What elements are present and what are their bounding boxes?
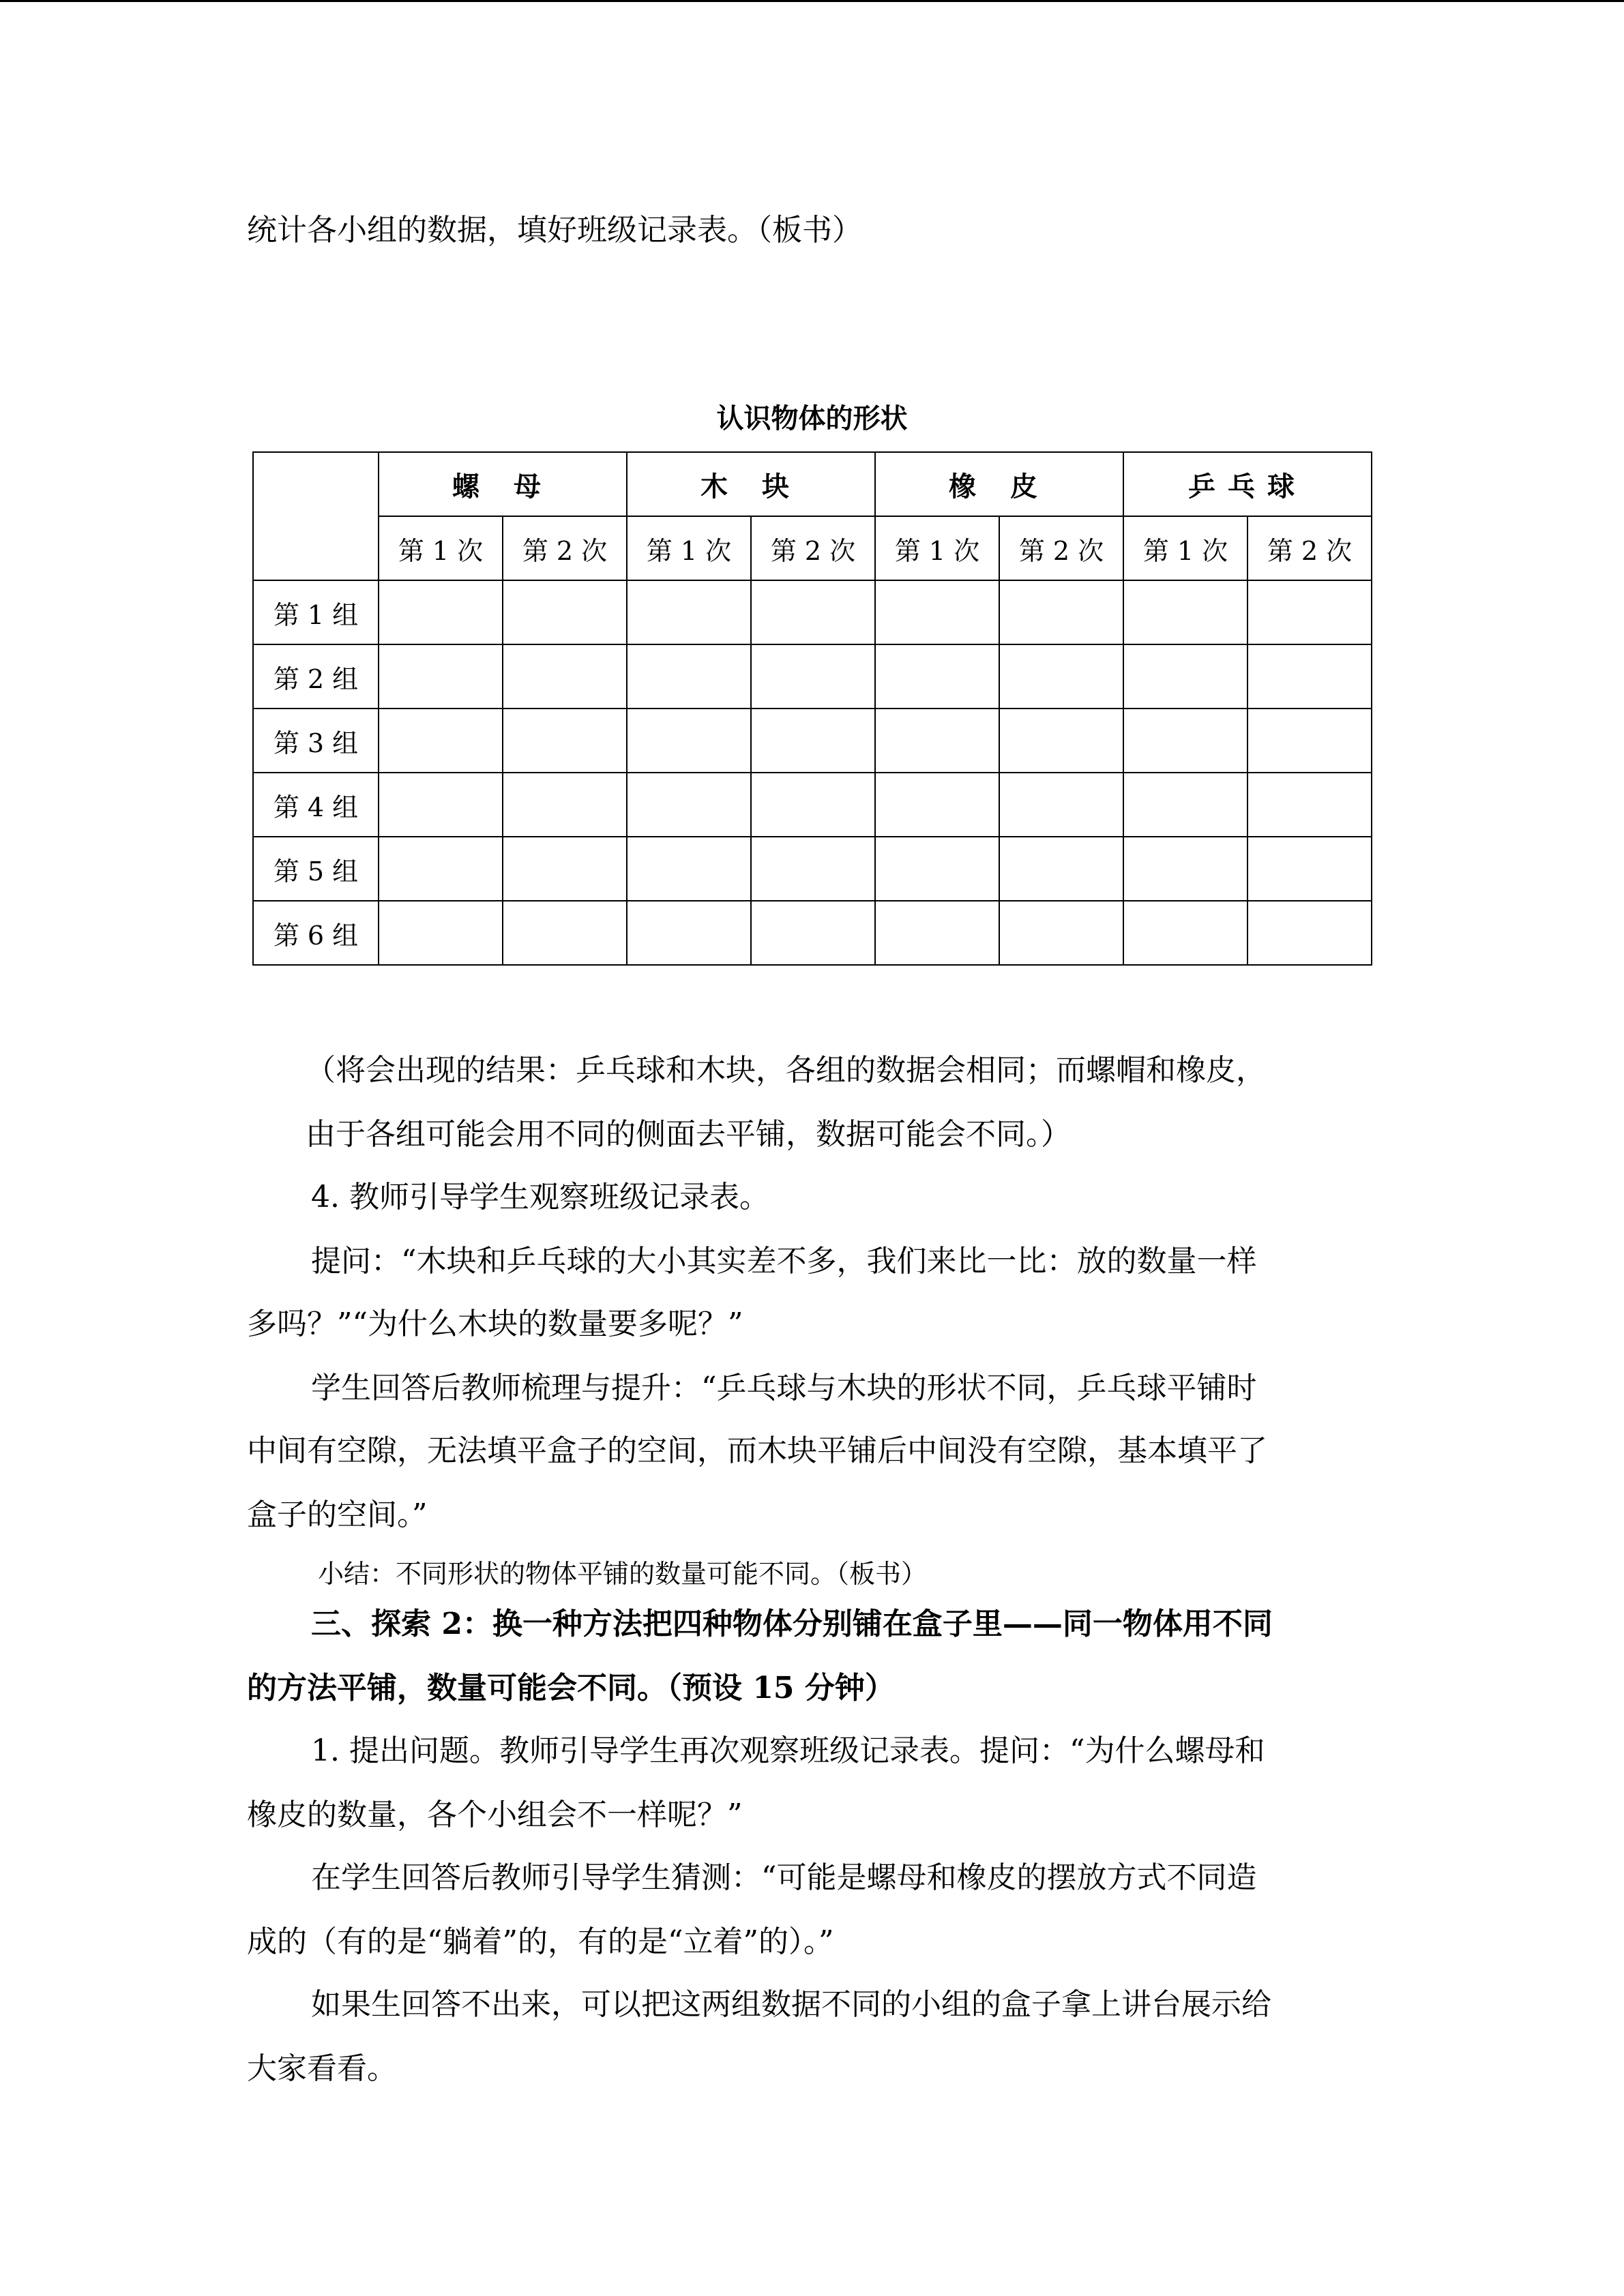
trial-header: 第 1 次 [875, 516, 999, 580]
object-header: 乒乓球 [1123, 452, 1372, 516]
empty-cell [875, 644, 999, 709]
empty-cell [875, 901, 999, 965]
result-note-line1: （将会出现的结果：乒乓球和木块，各组的数据会相同；而螺帽和橡皮， [306, 1053, 1266, 1088]
empty-cell [1123, 837, 1247, 901]
guess-line2: 成的（有的是“躺着”的，有的是“立着”的）。” [247, 1924, 834, 1959]
step4-paragraph: 4. 教师引导学生观察班级记录表。 [311, 1180, 769, 1214]
empty-cell [1247, 580, 1372, 644]
table-row [253, 580, 1372, 644]
table-title: 认识物体的形状 [716, 402, 908, 434]
empty-cell [875, 773, 999, 837]
trial-header: 第 1 次 [1123, 516, 1247, 580]
group-label: 第 3 组 [253, 709, 379, 773]
trial-header: 第 1 次 [379, 516, 503, 580]
empty-cell [875, 709, 999, 773]
empty-cell [751, 644, 875, 709]
group-label: 第 4 组 [253, 773, 379, 837]
empty-cell [999, 644, 1123, 709]
summary-answer-line1: 学生回答后教师梳理与提升：“乒乓球与木块的形状不同，乒乓球平铺时 [311, 1371, 1257, 1405]
table-header-row [253, 452, 1372, 516]
section3-heading-line2: 的方法平铺，数量可能会不同。（预设 15 分钟） [247, 1671, 895, 1705]
trial-header: 第 2 次 [999, 516, 1123, 580]
empty-cell [1123, 901, 1247, 965]
empty-cell [627, 644, 751, 709]
empty-cell [627, 709, 751, 773]
trial-header: 第 2 次 [1247, 516, 1372, 580]
empty-cell [503, 644, 627, 709]
table-row [253, 644, 1372, 709]
empty-cell [751, 837, 875, 901]
empty-cell [503, 709, 627, 773]
table-subheader-row [253, 516, 1372, 580]
object-header: 螺 母 [379, 452, 627, 516]
empty-cell [1123, 709, 1247, 773]
group-label: 第 1 组 [253, 580, 379, 644]
question-line1: 提问：“木块和乒乓球的大小其实差不多，我们来比一比：放的数量一样 [311, 1244, 1257, 1279]
empty-cell [503, 901, 627, 965]
empty-cell [999, 709, 1123, 773]
trial-header: 第 1 次 [627, 516, 751, 580]
table-corner-cell [253, 452, 379, 580]
group-label: 第 2 组 [253, 644, 379, 709]
empty-cell [999, 837, 1123, 901]
table-row [253, 901, 1372, 965]
trial-header: 第 2 次 [503, 516, 627, 580]
fallback-line1: 如果生回答不出来，可以把这两组数据不同的小组的盒子拿上讲台展示给 [311, 1987, 1271, 2022]
empty-cell [1247, 644, 1372, 709]
empty-cell [627, 773, 751, 837]
step1-line2: 橡皮的数量，各个小组会不一样呢？” [247, 1798, 743, 1832]
empty-cell [379, 901, 503, 965]
empty-cell [751, 901, 875, 965]
table-row [253, 773, 1372, 837]
table-row [253, 837, 1372, 901]
empty-cell [751, 580, 875, 644]
empty-cell [751, 773, 875, 837]
intro-paragraph: 统计各小组的数据，填好班级记录表。（板书） [247, 213, 862, 248]
conclusion-paragraph: 小结：不同形状的物体平铺的数量可能不同。（板书） [318, 1559, 928, 1589]
empty-cell [751, 709, 875, 773]
empty-cell [503, 773, 627, 837]
question-line2: 多吗？”“为什么木块的数量要多呢？” [247, 1307, 743, 1341]
empty-cell [1123, 580, 1247, 644]
section3-heading-line1: 三、探索 2：换一种方法把四种物体分别铺在盒子里——同一物体用不同 [311, 1607, 1273, 1641]
empty-cell [999, 580, 1123, 644]
empty-cell [503, 580, 627, 644]
empty-cell [1123, 773, 1247, 837]
object-header: 橡 皮 [875, 452, 1123, 516]
empty-cell [999, 901, 1123, 965]
trial-header: 第 2 次 [751, 516, 875, 580]
empty-cell [1123, 644, 1247, 709]
empty-cell [999, 773, 1123, 837]
table-row [253, 709, 1372, 773]
group-label: 第 6 组 [253, 901, 379, 965]
empty-cell [503, 837, 627, 901]
step1-line1: 1. 提出问题。教师引导学生再次观察班级记录表。提问：“为什么螺母和 [311, 1733, 1265, 1768]
empty-cell [875, 837, 999, 901]
summary-answer-line2: 中间有空隙，无法填平盒子的空间，而木块平铺后中间没有空隙，基本填平了 [247, 1433, 1267, 1468]
empty-cell [627, 901, 751, 965]
empty-cell [627, 580, 751, 644]
fallback-line2: 大家看看。 [247, 2051, 397, 2086]
empty-cell [627, 837, 751, 901]
top-border-line [0, 0, 1624, 2]
empty-cell [1247, 773, 1372, 837]
empty-cell [379, 773, 503, 837]
empty-cell [1247, 709, 1372, 773]
guess-line1: 在学生回答后教师引导学生猜测：“可能是螺母和橡皮的摆放方式不同造 [311, 1860, 1257, 1895]
empty-cell [379, 709, 503, 773]
result-note-line2: 由于各组可能会用不同的侧面去平铺，数据可能会不同。） [306, 1117, 1071, 1152]
summary-answer-line3: 盒子的空间。” [247, 1497, 428, 1532]
empty-cell [1247, 901, 1372, 965]
empty-cell [379, 837, 503, 901]
empty-cell [379, 580, 503, 644]
group-label: 第 5 组 [253, 837, 379, 901]
empty-cell [379, 644, 503, 709]
empty-cell [875, 580, 999, 644]
class-record-table [252, 451, 1372, 966]
empty-cell [1247, 837, 1372, 901]
object-header: 木 块 [627, 452, 875, 516]
